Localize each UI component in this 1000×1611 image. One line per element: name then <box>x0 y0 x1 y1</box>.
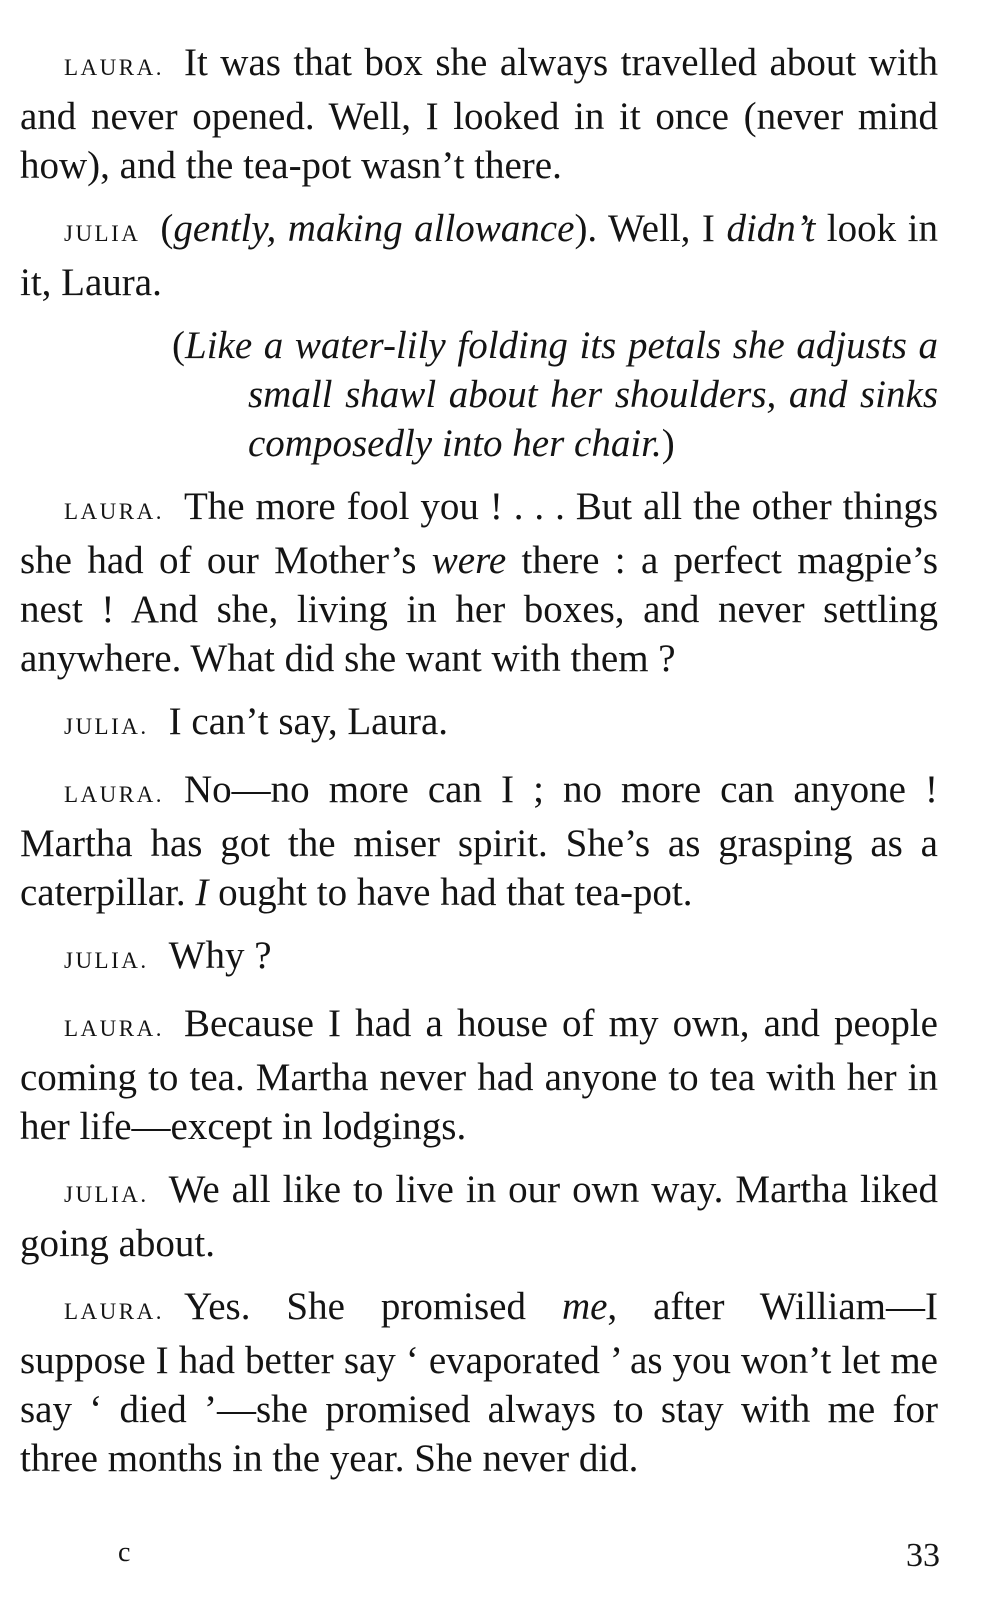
speech <box>20 931 938 985</box>
stage-direction <box>172 321 938 468</box>
speech <box>20 204 938 307</box>
speech-text: It was that box she always travelled about with and never opened. Well, I looked in it once (never mind how), and the tea-pot wasn’t there. <box>20 41 938 187</box>
speech-text-italic: gently, making allowance <box>173 207 575 250</box>
page-footer <box>118 1537 940 1585</box>
speech-text: No—no more can I ; no more can anyone ! Martha has got the miser spirit. She’s as grasping as a caterpillar. <box>20 768 938 914</box>
speaker-name: LAURA. <box>64 55 164 80</box>
speech-text: look in it, Laura. <box>20 207 938 304</box>
speech-text: Because I had a house of my own, and people coming to tea. Martha never had anyone to tea with her in her life—except in lodgings. <box>20 1002 938 1148</box>
speech <box>20 482 938 683</box>
book-page <box>20 38 938 1497</box>
speaker-name: JULIA. <box>64 1182 149 1207</box>
speaker-name: LAURA. <box>64 499 164 524</box>
speaker-name: JULIA. <box>64 948 149 973</box>
speech-text: ( <box>160 207 174 250</box>
speech-text: We all like to live in our own way. Martha liked going about. <box>20 1168 938 1265</box>
speaker-name: JULIA. <box>64 714 149 739</box>
speaker-name: LAURA. <box>64 1299 164 1324</box>
speech-text: Why ? <box>168 934 272 977</box>
stage-direction-close: ) <box>661 422 675 465</box>
signature-mark: c <box>118 1537 132 1568</box>
speech <box>20 999 938 1151</box>
stage-direction-open: ( <box>172 324 185 367</box>
speech <box>20 697 938 751</box>
speech-text: ought to have had that tea-pot. <box>208 871 693 914</box>
speech-text: Yes. She promised <box>183 1285 562 1328</box>
speech-text-italic: didn’t <box>726 207 816 250</box>
speech-text: The more fool you ! . . . But all the other things she had of our Mother’s <box>20 485 938 582</box>
speech-text-italic: I <box>195 871 209 914</box>
dialogue-block <box>20 38 938 307</box>
speaker-name: JULIA <box>64 221 141 246</box>
speech <box>20 1282 938 1483</box>
speech <box>20 1165 938 1268</box>
speech-text: I can’t say, Laura. <box>168 700 449 743</box>
stage-direction-text: Like a water-lily folding its petals she adjusts a small shawl about her shoulders, and sinks composedly into her chair. <box>185 324 938 465</box>
speech-text-italic: were <box>431 539 507 582</box>
speaker-name: LAURA. <box>64 782 164 807</box>
speech <box>20 38 938 190</box>
dialogue-block <box>20 482 938 1483</box>
speech-text: ). Well, I <box>574 207 727 250</box>
speech-text-italic: me <box>561 1285 608 1328</box>
speech <box>20 765 938 917</box>
page-number: 33 <box>906 1537 940 1574</box>
speech-text: there : a perfect magpie’s nest ! And she, living in her boxes, and never settling anywhere. What did she want with them ? <box>20 539 938 680</box>
speaker-name: LAURA. <box>64 1016 164 1041</box>
speech-text: , after William—I suppose I had better say ‘ evaporated ’ as you won’t let me say ‘ died ’—she promised always to stay with me for three months in the year. She never did. <box>20 1285 938 1480</box>
